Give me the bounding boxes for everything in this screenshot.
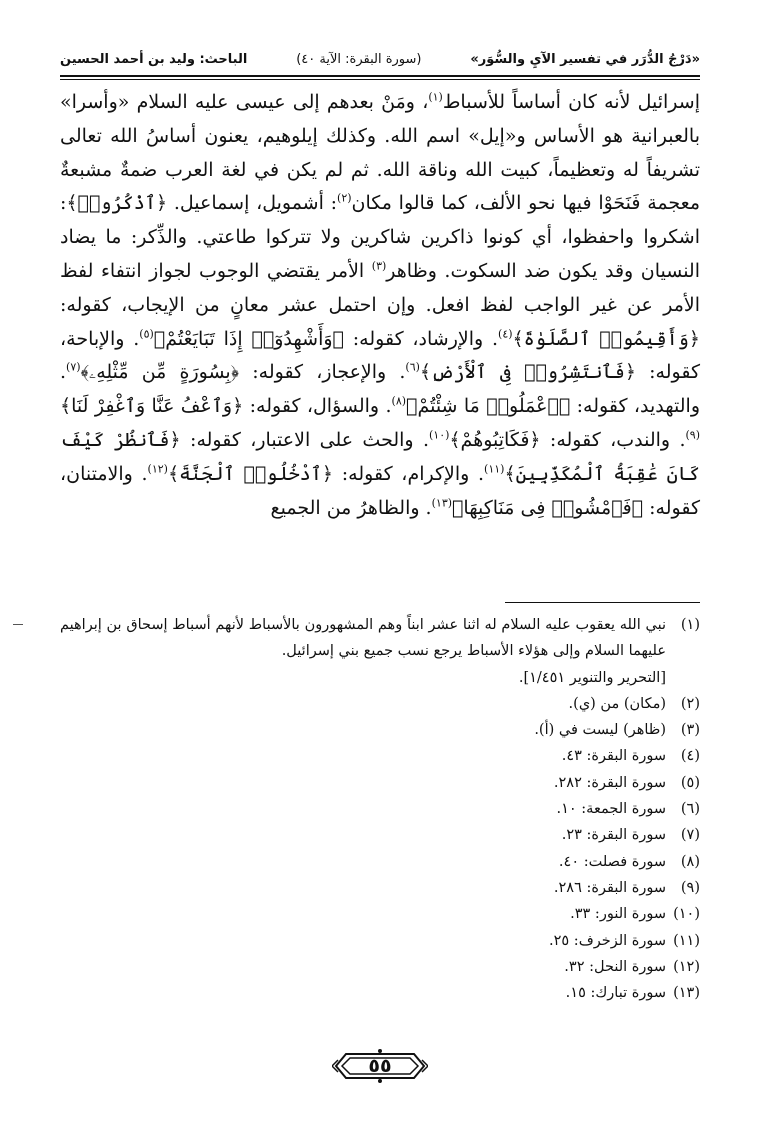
footnote-ref: (٥) [139,327,154,341]
quran-quote: ﴿فَكَاتِبُوهُمْ﴾ [449,428,541,451]
book-title: «دَرْجُ الدُّرَر في تفسير الآيِ والسُّوَر» [470,51,700,67]
footnote-ref: (٩) [685,428,700,442]
footnote-ref: (١٢) [147,462,168,476]
footnote-ref: (٣) [371,259,387,273]
footnote-item: (٣) (ظاهر) ليست في (أ). [534,722,700,739]
footnote-ref: (٨) [391,394,407,408]
footnote-item: (١٠) سورة النور: ٣٣. [570,906,700,923]
quran-quote: ﴿فَٱنتَشِرُوا۟ فِى ٱلْأَرْضِ﴾ [419,361,636,384]
surah-reference: (سورة البقرة: الآية ٤٠) [296,51,422,67]
main-text [60,86,700,525]
page-number: ٥٥ [368,1055,392,1077]
footnote-ref: (١٣) [431,496,453,510]
footnote-item: (٧) سورة البقرة: ٢٣. [561,827,700,844]
footnote-item: (١) نبي الله يعقوب عليه السلام له اثنا عشر ابناً وهم المشهورون بالأسباط لأنهم أسباط إسحاق بن إبراهيم عليهما السلام وإلى هؤلاء الأسباط يرجع نسب جميع بني إسرائيل. [60,617,700,660]
footnote-separator [505,602,700,603]
footnote-citation: [التحرير والتنوير ١/٤٥١]. [518,669,666,686]
footnote-item: (٥) سورة البقرة: ٢٨٢. [553,774,700,791]
quran-quote: ﴿فَٱمْشُوا۟ فِى مَنَاكِبِهَا﴾ [452,496,644,519]
footnote-ref: (٤) [498,327,513,341]
footnote-item: (١٣) سورة تبارك: ١٥. [565,985,700,1002]
footnote-item: (١١) سورة الزخرف: ٢٥. [549,932,700,949]
footnote-ref: (٦) [405,361,420,375]
quran-quote: ﴿ٱذْكُرُوا۟﴾ [66,192,168,215]
footnote-ref: (١٠) [429,428,450,442]
running-header [60,44,700,74]
quran-quote: ﴿وَأَقِيمُوا۟ ٱلصَّلَوٰةَ﴾ [512,327,701,350]
header-rule [60,75,700,77]
page-number-badge [332,1046,428,1086]
footnote-ref: (١) [428,90,443,104]
footnote-item: (٩) سورة البقرة: ٢٨٦. [553,879,700,896]
footnote-item: (٦) سورة الجمعة: ١٠. [556,801,700,818]
footnote-item: (٨) سورة فصلت: ٤٠. [558,853,700,870]
footnote-item: (٤) سورة البقرة: ٤٣. [561,748,700,765]
quran-quote: ﴿وَأَشْهِدُوٓا۟ إِذَا تَبَايَعْتُمْ﴾ [153,327,344,350]
quran-quote: ﴿ٱعْمَلُوا۟ مَا شِئْتُمْ﴾ [406,395,571,418]
footnotes [60,612,700,1006]
footnote-ref: (٧) [66,361,81,375]
author-name: الباحث: وليد بن أحمد الحسين [60,51,248,67]
quran-quote: ﴿وَٱعْفُ عَنَّا وَٱغْفِرْ لَنَا﴾ [60,395,244,418]
footnote-ref: (١١) [484,462,505,476]
margin-mark [13,624,23,625]
footnote-item: (١٢) سورة النحل: ٣٢. [564,958,700,975]
footnote-item: (٢) (مكان) من (ي). [568,695,700,712]
quran-quote: ﴿ٱدْخُلُوا۟ ٱلْجَنَّةَ﴾ [167,462,334,485]
footnote-ref: (٢) [337,192,352,206]
quran-quote: ﴿فَٱنظُرْ كَيْفَ كَانَ عَٰقِبَةُ ٱلْمُكَذِّبِينَ﴾ [60,428,700,485]
header-rule-thin [60,79,700,80]
body-paragraph: إسرائيل لأنه كان أساساً للأسباط$^{(١)}$، ومَنْ بعدهم إلى عيسى عليه السلام «وأسرا» بالعبرانية هو الأساس و«إيل» اسم الله. وكذلك إيلوهيم، يعنون أساسُ الله تعالى تشريفاً له وتعظيماً، كبيت الله وناقة الله. ثم لم يكن في لغة العرب ضمةٌ مشبعةٌ معجمة فَنَحَوْا فيها نحو الألف، كما قالوا مكان$^{(٢)}$: أشمويل، إسماعيل. ﴿ٱذْكُرُوا۟﴾: اشكروا واحفظوا، أي كونوا ذاكرين شاكرين ولا تتركوا طاعتي. والذِّكر: ما يضاد النسيان وقد يكون ضد السكوت. وظاهر$^{(٣)}$ الأمر يقتضي الوجوب لجواز انتفاء لفظ الأمر عن غير الواجب لفظ افعل. وإن احتمل عشر معانٍ من الإيجاب، كقوله: ﴿وَأَقِيمُوا۟ ٱلصَّلَوٰةَ﴾$^{(٤)}$. والإرشاد، كقوله: ﴿وَأَشْهِدُوٓا۟ إِذَا تَبَايَعْتُمْ﴾$^{(٥)}$. والإباحة، كقوله: ﴿فَٱنتَشِرُوا۟ فِى ٱلْأَرْضِ﴾$^{(٦)}$. والإعجاز، كقوله: ﴿بِسُورَةٍ مِّن مِّثْلِهِۦ﴾$^{(٧)}$. والتهديد، كقوله: ﴿ٱعْمَلُوا۟ مَا شِئْتُمْ﴾$^{(٨)}$. والسؤال، كقوله: ﴿وَٱعْفُ عَنَّا وَٱغْفِرْ لَنَا﴾$^{(٩)}$. والندب، كقوله: ﴿فَكَاتِبُوهُمْ﴾$^{(١٠)}$. والحث على الاعتبار، كقوله: ﴿فَٱنظُرْ كَيْفَ كَانَ عَٰقِبَةُ ٱلْمُكَذِّبِينَ﴾$^{(١١)}$. والإكرام، كقوله: ﴿ٱدْخُلُوا۟ ٱلْجَنَّةَ﴾$^{(١٢)}$. والامتنان، كقوله: ﴿فَٱمْشُوا۟ فِى مَنَاكِبِهَا﴾$^{(١٣)}$. والظاهرُ من الجميع [60,90,701,519]
quran-quote: ﴿بِسُورَةٍ مِّن مِّثْلِهِۦ﴾ [80,361,240,384]
